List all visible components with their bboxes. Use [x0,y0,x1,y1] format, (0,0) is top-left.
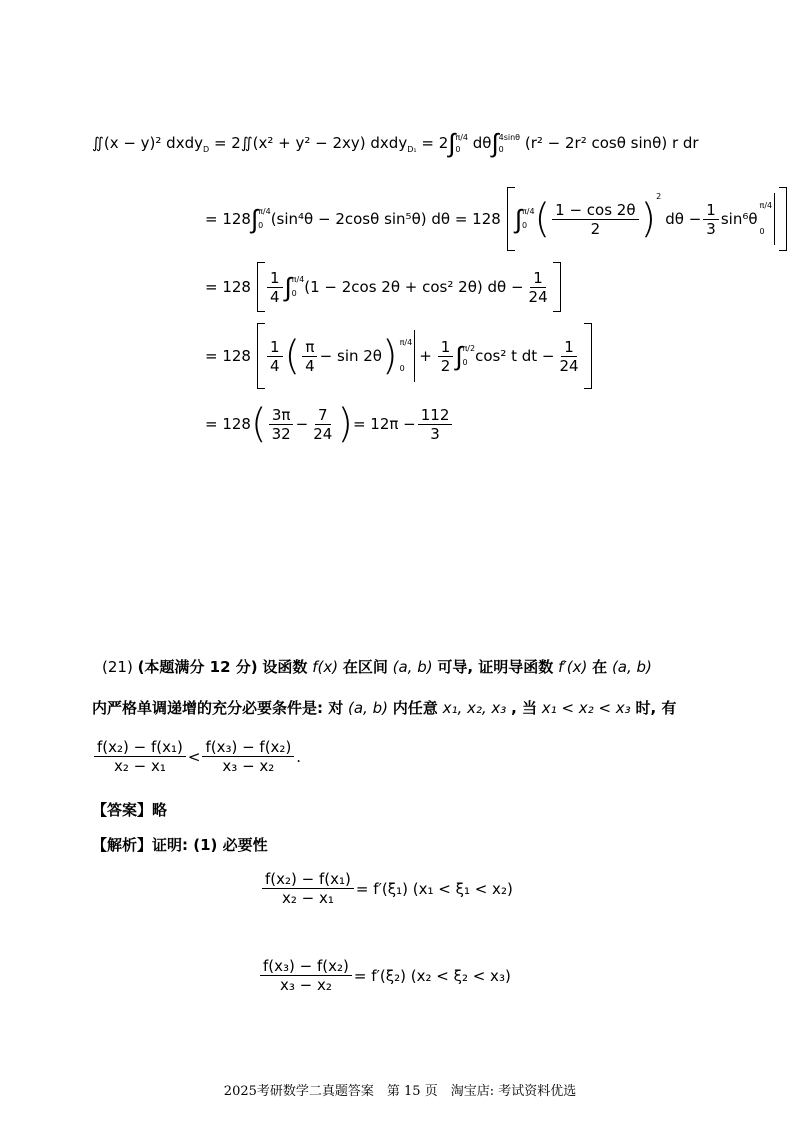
upper-limit: π/4 [258,207,271,216]
fraction-denominator: 4 [305,356,315,375]
integral-sign: ∫ [514,204,522,235]
equals-result: = 12π − [352,415,416,433]
math-inequality: x₁ < x₂ < x₃ [541,699,631,717]
integral-sign: ∫ [455,341,463,372]
fraction-denominator: 3 [706,219,716,238]
proof-equation-1 [260,870,513,907]
r-upper: 4sinθ [498,132,521,142]
left-bracket [257,262,265,312]
mid-double-integral: = 2∬(x² + y² − 2xy) dxdy [213,134,408,152]
mid-region: D₁ [407,145,417,154]
fraction-denominator: 24 [313,424,333,443]
fraction-denominator: 4 [269,356,280,375]
lower-limit: 0 [521,221,528,230]
lower-limit: 0 [258,221,264,230]
r-lower: 0 [498,144,504,154]
fraction-numerator: 1 [267,269,283,288]
right-bracket [779,187,787,251]
fraction-numerator: f(x₂) − f(x₁) [94,738,186,757]
solution-line-5 [205,401,454,447]
upper-limit: π/4 [521,207,535,216]
rhs-prefix: = 2 [421,134,449,152]
less-than: < [187,747,201,766]
close-paren: ) [640,196,657,242]
equals-128: = 128 [205,347,251,365]
dtheta: dθ [472,134,492,152]
integral-sign: ∫ [448,129,456,159]
close-paren: ) [337,401,353,447]
integral-sign: ∫ [491,129,499,159]
fraction-denominator: x₂ − x₁ [281,889,334,907]
problem-21-condition [92,738,301,775]
left-bracket [257,323,265,389]
fraction-numerator: 1 [561,338,577,357]
fraction-numerator: 3π [269,406,294,425]
fraction-numerator: 1 [703,201,719,220]
problem-text: 在区间 [342,658,388,676]
fraction-numerator: 112 [418,406,453,425]
math-interval: (a, b) [348,699,388,717]
r-integrand: (r² − 2r² cosθ sinθ) r dr [524,134,699,152]
fraction-denominator: x₃ − x₂ [222,757,275,775]
left-bracket [507,187,515,251]
open-paren: ( [534,196,551,242]
problem-21-line-2 [92,697,676,718]
fraction-denominator: 3 [430,424,440,443]
fraction-denominator: 4 [269,287,280,306]
fraction-numerator: 1 [438,338,454,357]
fraction-denominator: 32 [271,424,291,443]
eval-lower: 0 [759,227,765,236]
problem-text: 可导, 证明导函数 [437,658,554,676]
problem-text: 时, 有 [635,699,677,717]
problem-text: , 当 [511,699,538,717]
sin-part: − sin 2θ [319,347,382,365]
answer-label: 【答案】 [92,801,153,819]
fraction-denominator: 2 [590,219,601,238]
plus: + [419,347,432,365]
problem-number: (21) [102,658,133,676]
fraction-denominator: 2 [440,356,451,375]
tail: dθ − [665,210,702,228]
solution-line-4 [205,323,592,389]
math-interval: (a, b) [392,658,433,676]
close-paren: ) [382,333,398,379]
math-vars: x₁, x₂, x₃ [442,699,507,717]
lhs-double-integral: ∬(x − y)² dxdy [92,134,203,152]
problem-text: 在 [592,658,608,676]
integrand: (1 − 2cos 2θ + cos² 2θ) dθ − [304,278,524,296]
integrand: (sin⁴θ − 2cosθ sin⁵θ) dθ = 128 [270,210,501,228]
fraction-numerator: f(x₂) − f(x₁) [262,870,354,889]
eval-lower: 0 [399,364,405,373]
answer-line [92,799,167,820]
eval-upper: π/4 [399,338,413,347]
solution-line-3 [205,262,561,312]
fraction-denominator: x₃ − x₂ [279,976,332,994]
eval-upper: π/4 [759,201,773,210]
analysis-label: 【解析】 [92,836,153,854]
answer-text: 略 [152,801,168,819]
open-paren: ( [284,333,301,379]
minus: − [295,415,309,433]
theta-lower: 0 [455,144,461,154]
upper-limit: π/4 [291,275,305,284]
problem-text: 内任意 [392,699,438,717]
problem-21-line-1 [102,656,652,677]
proof-equation-2 [258,957,511,994]
integrand: cos² t dt − [475,347,555,365]
sin6: sin⁶θ [720,210,758,228]
math-fx: f(x) [312,658,339,676]
analysis-text: 证明: (1) 必要性 [152,836,268,854]
page-footer: 2025考研数学二真题答案 第 15 页 淘宝店: 考试资料优选 [223,1084,577,1099]
solution-line-2: = 128 ∫ π/4 0 (sin⁴θ − 2cosθ sin⁵θ) dθ = 128 ∫ π/4 0 ( $\frac{1 - \cos 2\theta}{2}$ ) 2 dθ − $\frac{1}{3}$ sin⁶θ π/4 0 [205,187,787,251]
equals-128: = 128 [205,278,251,296]
solution-line-1 [92,128,699,159]
fraction-numerator: 1 [530,269,546,288]
upper-limit: π/2 [462,344,476,353]
fraction-numerator: 7 [315,406,331,425]
open-paren: ( [250,401,267,447]
fraction-denominator: 24 [559,356,579,375]
fraction-denominator: 24 [528,287,548,306]
integral-sign: ∫ [250,204,259,235]
theta-upper: π/4 [455,132,468,142]
math-interval: (a, b) [611,658,652,676]
integral-sign: ∫ [284,272,292,303]
mean-value-rhs: = f′(ξ₁) (x₁ < ξ₁ < x₂) [355,879,513,898]
analysis-line [92,834,268,855]
fraction-denominator: x₂ − x₁ [113,757,166,775]
period: . [296,747,302,766]
lhs-region: D [202,145,210,154]
problem-text: 内严格单调递增的充分必要条件是: 对 [92,699,344,717]
mean-value-rhs: = f′(ξ₂) (x₂ < ξ₂ < x₃) [353,966,511,985]
fraction-numerator: 1 − cos 2θ [552,201,638,220]
problem-score: (本题满分 12 分) [137,658,258,676]
equals-128: = 128 [205,210,251,228]
lower-limit: 0 [291,289,297,298]
equals-128: = 128 [205,415,251,433]
fraction-numerator: f(x₃) − f(x₂) [260,957,352,976]
right-bracket [584,323,592,389]
math-fpx: f′(x) [558,658,588,676]
fraction-numerator: f(x₃) − f(x₂) [202,738,294,757]
fraction-numerator: 1 [267,338,283,357]
lower-limit: 0 [462,358,468,367]
right-bracket [553,262,561,312]
fraction-numerator: π [302,338,317,357]
problem-text: 设函数 [262,658,308,676]
